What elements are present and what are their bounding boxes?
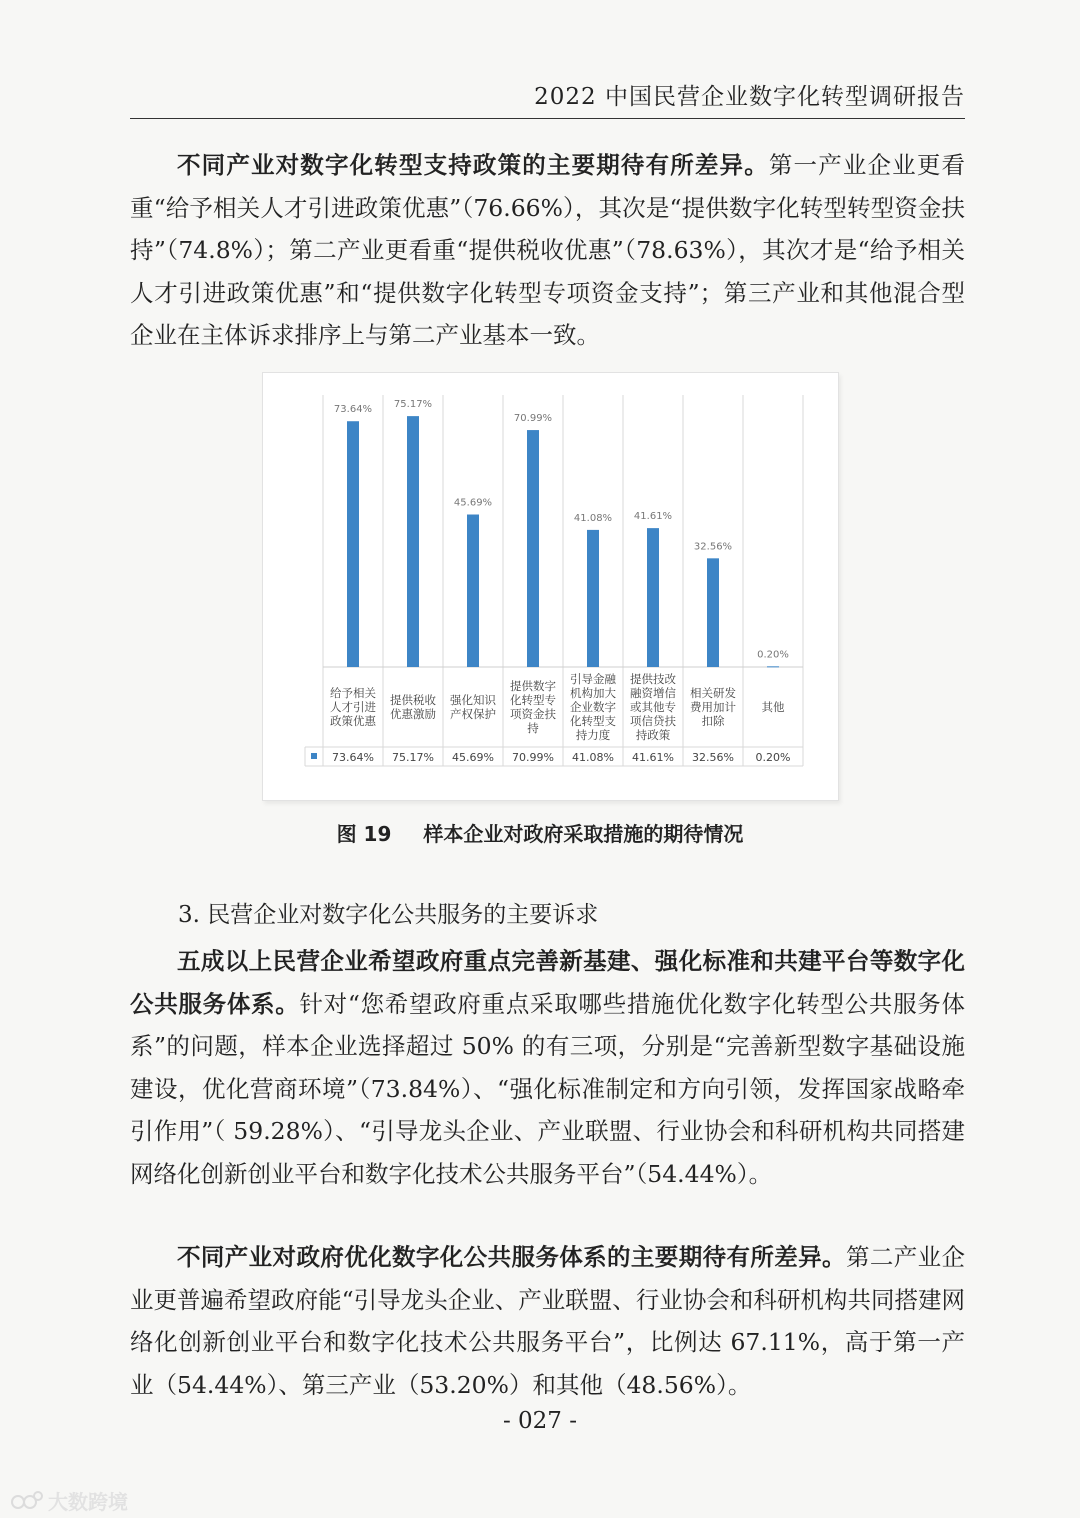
paragraph-industry-differences	[130, 1236, 965, 1406]
bar	[347, 421, 359, 667]
table-value: 70.99%	[512, 751, 554, 764]
category-label: 其他	[761, 700, 785, 714]
table-value: 41.08%	[572, 751, 614, 764]
table-value: 75.17%	[392, 751, 434, 764]
category-label: 提供税收	[390, 693, 436, 707]
category-label: 给予相关	[330, 686, 376, 700]
category-label: 引导金融	[570, 672, 616, 686]
category-label: 持政策	[635, 728, 671, 742]
paragraph-lead: 不同产业对数字化转型支持政策的主要期待有所差异。	[177, 151, 769, 179]
paragraph-body: 针对“您希望政府重点采取哪些措施优化数字化转型公共服务体系”的问题，样本企业选择超过 50% 的有三项，分别是“完善新型数字基础设施建设，优化营商环境”（73.84%）、“强化标准制定和方向引领，发挥国家战略牵引作用”（ 59.28%）、“引导龙头企业、产业联盟、行业协会和科研机构共同搭建网络化创新创业平台和数字化技术公共服务平台”（54.44%）。	[130, 989, 966, 1188]
category-label: 项资金扶	[510, 707, 556, 721]
bar-data-label: 70.99%	[513, 413, 553, 425]
bar-data-label: 45.69%	[453, 497, 493, 509]
bar-data-label: 41.61%	[633, 511, 673, 523]
category-label: 项信贷扶	[630, 714, 676, 728]
watermark-text: 大数跨境	[48, 1490, 128, 1514]
paragraph-lead: 不同产业对政府优化数字化公共服务体系的主要期待有所差异。	[177, 1243, 846, 1271]
category-label: 融资增信	[630, 686, 676, 700]
paragraph-public-services	[130, 940, 965, 1195]
bar	[647, 528, 659, 667]
category-label: 相关研发	[690, 686, 736, 700]
bar-data-label: 32.56%	[693, 541, 733, 553]
paragraph-body: 第二产业企业更普遍希望政府能“引导龙头企业、产业联盟、行业协会和科研机构共同搭建网络化创新创业平台和数字化技术公共服务平台”，比例达 67.11%，高于第一产业（54.44%）、第三产业（53.20%）和其他（48.56%）。	[130, 1243, 965, 1399]
table-value: 73.64%	[332, 751, 374, 764]
watermark	[10, 1486, 128, 1515]
figure-19-chart	[262, 372, 839, 801]
figure-number: 图 19	[336, 822, 392, 846]
figure-caption	[0, 818, 1080, 847]
running-header: 2022 中国民营企业数字化转型调研报告	[130, 78, 965, 119]
category-label: 费用加计	[690, 700, 736, 714]
watermark-logo-icon	[10, 1490, 44, 1512]
table-value: 41.61%	[632, 751, 674, 764]
category-label: 强化知识	[450, 693, 496, 707]
section-subheading: 3. 民营企业对数字化公共服务的主要诉求	[178, 902, 599, 928]
table-value: 0.20%	[755, 751, 791, 764]
bar-chart	[263, 373, 838, 800]
table-value: 32.56%	[692, 751, 734, 764]
page-number: - 027 -	[502, 1408, 578, 1434]
category-label: 提供数字	[510, 679, 556, 693]
bar-data-label: 0.20%	[757, 649, 789, 661]
bar	[407, 416, 419, 667]
paragraph-policy-differences	[130, 144, 965, 357]
category-label: 持力度	[575, 728, 611, 742]
bar-data-label: 41.08%	[573, 512, 613, 524]
category-label: 人才引进	[330, 700, 376, 714]
category-label: 企业数字	[570, 700, 616, 714]
category-label: 提供技改	[630, 672, 676, 686]
paragraph-lead: 五成以上民营企业希望政府重点完善新基建、强化标准和共建平台等数字化公共服务体系。	[130, 947, 965, 1018]
bar	[767, 666, 779, 667]
bar	[467, 515, 479, 667]
category-label: 化转型支	[570, 714, 616, 728]
bar-data-label: 75.17%	[393, 399, 433, 411]
bar	[527, 430, 539, 667]
bar	[707, 558, 719, 667]
figure-title: 样本企业对政府采取措施的期待情况	[423, 822, 744, 846]
table-value: 45.69%	[452, 751, 494, 764]
category-label: 优惠激励	[390, 707, 436, 721]
category-label: 政策优惠	[330, 714, 376, 728]
category-label: 持	[527, 721, 539, 735]
category-label: 或其他专	[630, 700, 676, 714]
category-label: 产权保护	[450, 707, 496, 721]
category-label: 扣除	[701, 714, 725, 728]
bar	[587, 530, 599, 667]
paragraph-body: 第一产业企业更看重“给予相关人才引进政策优惠”（76.66%），其次是“提供数字化转型转型资金扶持”（74.8%）；第二产业更看重“提供税收优惠”（78.63%），其次才是“给予相关人才引进政策优惠”和“提供数字化转型专项资金支持”；第三产业和其他混合型企业在主体诉求排序上与第二产业基本一致。	[130, 151, 966, 349]
bar-data-label: 73.64%	[333, 404, 373, 416]
category-label: 机构加大	[570, 686, 616, 700]
legend-key	[311, 753, 317, 759]
category-label: 化转型专	[510, 693, 556, 707]
